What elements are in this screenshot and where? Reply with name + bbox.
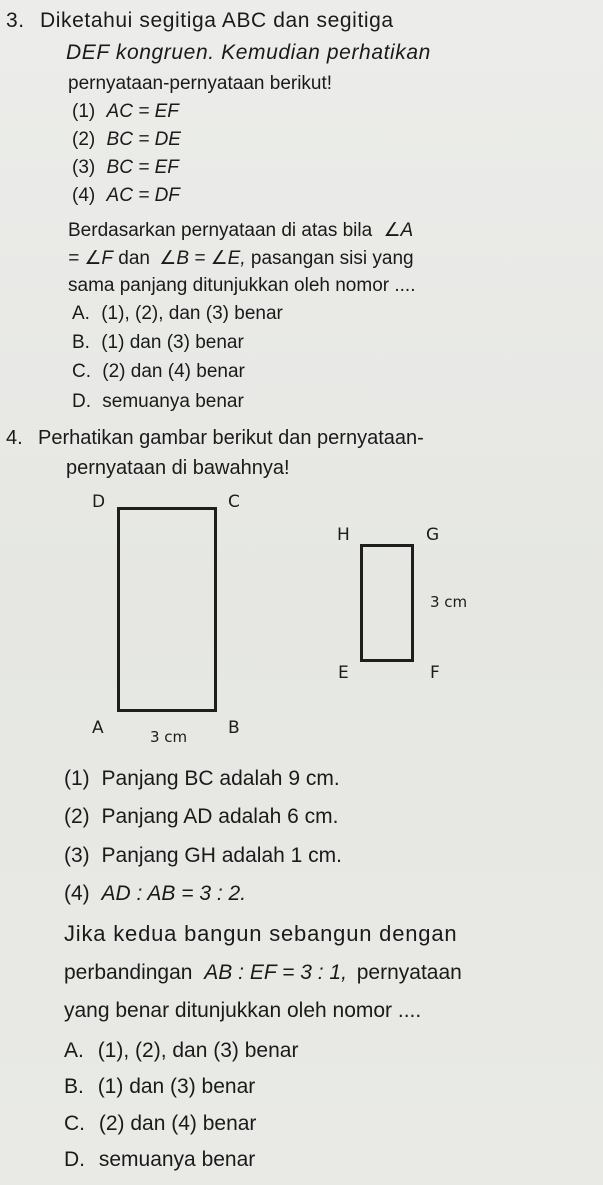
q3-statement-3-num: (3) [72, 157, 96, 178]
q4-statement-1 [64, 766, 340, 792]
q3-condition-angle-b-e: ∠B = ∠E, [159, 248, 246, 269]
q4-statement-2-num: (2) [64, 805, 90, 828]
q3-statement-1-text: AC = EF [106, 101, 179, 122]
q4-condition-perbandingan: perbandingan [64, 961, 193, 984]
q4-option-c-letter: C. [64, 1112, 85, 1135]
q3-statement-4-text: AC = DF [106, 185, 180, 206]
q4-option-b-text: (1) dan (3) benar [97, 1075, 256, 1098]
q4-statement-1-num: (1) [64, 767, 90, 790]
q3-option-d-letter: D. [72, 391, 91, 412]
q4-statement-3-text: Panjang GH adalah 1 cm. [101, 844, 342, 867]
q4-statement-3-num: (3) [64, 844, 90, 867]
q4-option-d [64, 1147, 255, 1173]
q4-condition-pernyataan: pernyataan [356, 961, 462, 984]
label-g: G [426, 525, 440, 545]
q3-statement-1 [72, 99, 179, 125]
q3-option-b [72, 330, 244, 356]
q4-stem-line2: pernyataan di bawahnya! [66, 457, 290, 479]
q3-condition-line2 [68, 246, 414, 272]
label-f: F [430, 663, 440, 683]
q3-condition-angle-f: = ∠F [68, 248, 114, 269]
q4-condition-line1: Jika kedua bangun sebangun dengan [64, 921, 458, 946]
q3-condition-line3: sama panjang ditunjukkan oleh nomor .... [68, 275, 416, 296]
q3-number: 3. [6, 9, 25, 32]
q3-condition-angle-a: ∠A [383, 220, 414, 241]
q4-statement-2 [64, 804, 339, 830]
q4-option-d-letter: D. [64, 1148, 85, 1171]
q3-condition-line1-text: Berdasarkan pernyataan di atas bila [68, 220, 373, 241]
q4-option-d-text: semuanya benar [98, 1148, 256, 1171]
label-ab-length: 3 cm [150, 728, 188, 746]
q3-option-b-letter: B. [72, 332, 90, 353]
q3-statement-2-num: (2) [72, 129, 96, 150]
q4-statement-3 [64, 843, 342, 869]
q3-option-a-letter: A. [72, 303, 90, 324]
q3-option-c [72, 359, 245, 385]
label-b: B [228, 718, 240, 738]
q3-stem-line3: pernyataan-pernyataan berikut! [68, 73, 333, 94]
q4-stem-line1: Perhatikan gambar berikut dan pernyataan- [38, 427, 424, 449]
q3-stem-line1: Diketahui segitiga ABC dan segitiga [40, 9, 394, 32]
q3-statement-1-num: (1) [72, 101, 96, 122]
q3-stem-line2: DEF kongruen. Kemudian perhatikan [66, 41, 431, 64]
q3-statement-3-text: BC = EF [106, 157, 179, 178]
q4-statement-4-text: AD : AB = 3 : 2. [101, 882, 247, 905]
q4-option-b [64, 1074, 255, 1100]
q3-condition-line2-rest: pasangan sisi yang [250, 248, 414, 269]
q4-option-a-letter: A. [64, 1039, 84, 1062]
label-d: D [92, 492, 106, 512]
q4-statement-4 [64, 881, 246, 907]
q3-option-a [72, 301, 283, 327]
q3-statement-4-num: (4) [72, 185, 96, 206]
q3-option-c-text: (2) dan (4) benar [102, 361, 245, 382]
q3-condition-dan: dan [118, 248, 150, 269]
q3-option-b-text: (1) dan (3) benar [101, 332, 244, 353]
label-a: A [92, 718, 104, 738]
q4-option-a-text: (1), (2), dan (3) benar [97, 1039, 299, 1062]
rectangle-efgh [360, 544, 414, 662]
q4-option-a [64, 1038, 298, 1064]
q3-statement-2 [72, 127, 181, 153]
q4-condition-line3: yang benar ditunjukkan oleh nomor .... [64, 999, 422, 1022]
q4-statement-1-text: Panjang BC adalah 9 cm. [101, 767, 340, 790]
label-c: C [228, 492, 240, 512]
q4-statement-2-text: Panjang AD adalah 6 cm. [101, 805, 339, 828]
q3-option-c-letter: C. [72, 361, 91, 382]
q4-statement-4-num: (4) [64, 882, 90, 905]
q4-option-c-text: (2) dan (4) benar [98, 1112, 257, 1135]
q3-option-d [72, 389, 244, 415]
q4-condition-line2 [64, 960, 462, 986]
q3-condition-line1 [68, 218, 413, 244]
q3-statement-4 [72, 183, 180, 209]
q3-option-d-text: semuanya benar [102, 391, 244, 412]
q4-condition-ratio: AB : EF = 3 : 1, [204, 961, 347, 984]
q4-option-b-letter: B. [64, 1075, 84, 1098]
label-gf-length: 3 cm [430, 593, 468, 611]
label-e: E [338, 663, 349, 683]
q3-option-a-text: (1), (2), dan (3) benar [101, 303, 283, 324]
label-h: H [337, 525, 350, 545]
q4-number: 4. [6, 427, 23, 449]
q3-statement-2-text: BC = DE [106, 129, 181, 150]
rectangle-abcd [117, 507, 217, 712]
q4-option-c [64, 1111, 256, 1137]
q3-statement-3 [72, 155, 179, 181]
